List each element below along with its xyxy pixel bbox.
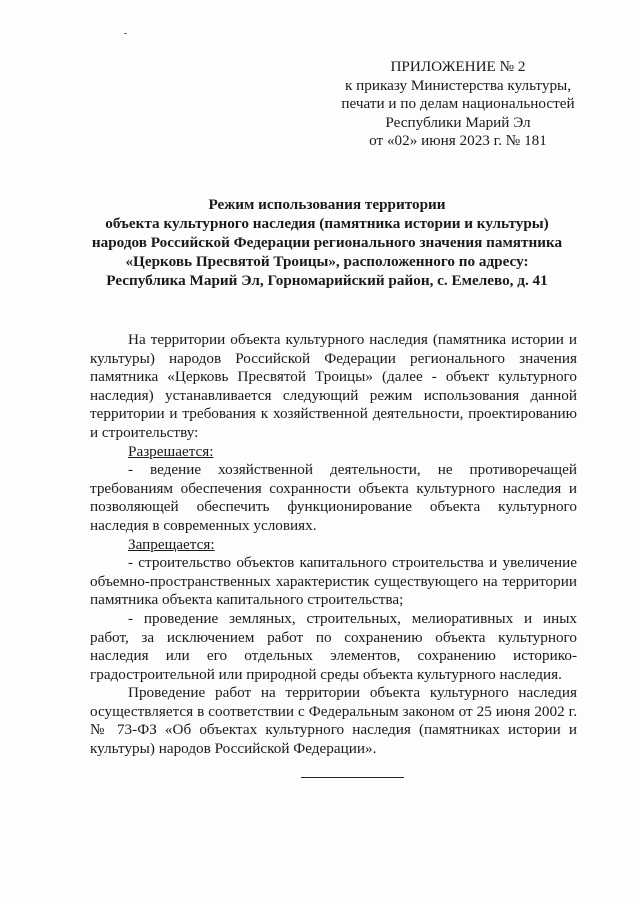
title-line-2: объекта культурного наследия (памятника истории и культуры) [105,215,549,232]
appendix-ministry: печати и по делам национальностей [341,95,575,112]
title-line-1: Режим использования территории [208,196,446,213]
forbidden-heading [90,536,577,555]
appendix-order-ref: к приказу Министерства культуры, [344,76,572,94]
allowed-heading [90,443,577,462]
end-rule [301,777,404,778]
forbidden-heading-text: Запрещается: [128,535,215,553]
allowed-item: - ведение хозяйственной деятельности, не противоречащей требованиям обеспечения сохранности объекта культурного наследия и позволяющей обеспечить функционирование объекта культурного наследия в современных условиях. [90,461,577,534]
title-line-5: Республика Марий Эл, Горномарийский район, с. Емелево, д. 41 [106,272,548,289]
document-body [90,331,577,759]
intro-paragraph: На территории объекта культурного наследия (памятника истории и культуры) народов Российской Федерации регионального значения памятника «Церковь Пресвятой Троицы» (далее - объект культурного наследия) устанавливается следующий режим использования данной территории и требования к хозяйственной деятельности, проектированию и строительству: [90,331,577,441]
appendix-republic: Республики Марий Эл [385,113,531,131]
scan-speck [124,33,127,34]
document-title [80,195,574,290]
title-line-4: «Церковь Пресвятой Троицы», расположенного по адресу: [125,253,529,270]
closing-paragraph: Проведение работ на территории объекта культурного наследия осуществляется в соответствии с Федеральным законом от 25 июня 2002 г. № 73-ФЗ «Об объектах культурного наследия (памятниках истории и культуры) народов Российской Федерации». [90,684,577,758]
appendix-number: ПРИЛОЖЕНИЕ № 2 [390,58,526,75]
appendix-header [328,58,588,151]
appendix-date: от «02» июня 2023 г. № 181 [369,132,547,149]
title-line-3: народов Российской Федерации регионального значения памятника [91,234,563,251]
allowed-heading-text: Разрешается: [128,442,214,460]
forbidden-item-1: - строительство объектов капитального строительства и увеличение объемно-пространственных характеристик существующего на территории памятника объекта капитального строительства; [90,554,577,609]
forbidden-item-2: - проведение земляных, строительных, мелиоративных и иных работ, за исключением работ по сохранению объекта культурного наследия или его отдельных элементов, сохранению историко-градостроительной или природной среды объекта культурного наследия. [90,609,577,683]
